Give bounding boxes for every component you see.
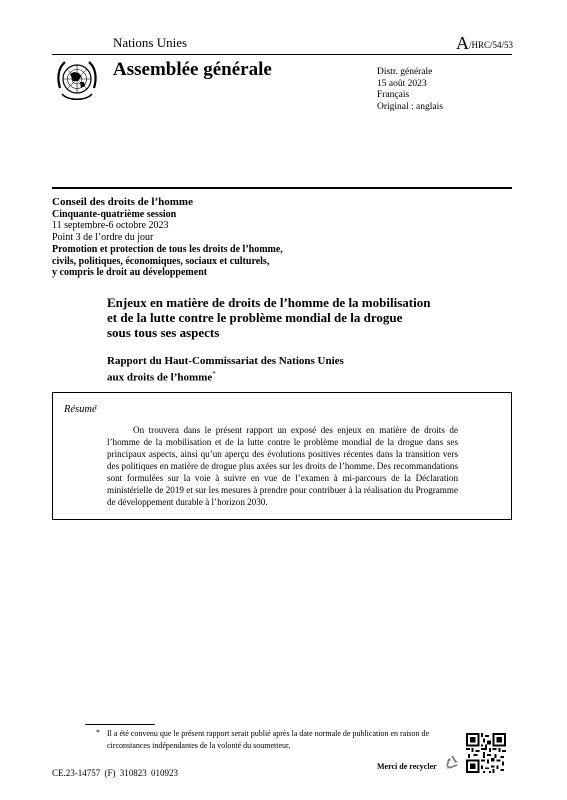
footnote-text: Il a été convenu que le présent rapport serait publié après la date normale de publication en raison de circonstances indépendantes de la volonté du soumetteur.	[107, 729, 430, 750]
council-name: Conseil des droits de l’homme	[52, 196, 193, 208]
recycle-icon	[443, 754, 461, 772]
document-number: CE.23-14757 (F) 310823 010923	[52, 768, 178, 778]
organization-name: Nations Unies	[113, 35, 188, 50]
summary-text: On trouvera dans le présent rapport un exposé des enjeux en matière de droits de l’homme de la mobilisation et de la lutte contre le problème mondial de la drogue dans ses principaux aspects, ainsi qu’un aperçu des évolutions positives récentes dans la transition vers des politiques en matière de drogue plus axées sur les droits de l’homme. Des recommandations sont formulées sur la voie à suivre en vue de l’examen à mi-parcours de la Déclaration ministérielle de 2019 et sur les mesures à prendre pour contribuer à la réalisation du Programme de développement durable à l’horizon 2030.	[107, 425, 458, 507]
un-emblem-icon	[54, 58, 100, 104]
recycle-label: Merci de recycler	[377, 762, 437, 771]
agenda-item: Point 3 de l’ordre du jour	[52, 232, 154, 244]
title-line: et de la lutte contre le problème mondial de la drogue	[107, 310, 403, 325]
session-dates: 11 septembre-6 octobre 2023	[52, 220, 169, 232]
meeting-info	[52, 197, 372, 279]
session-name: Cinquante-quatrième session	[52, 208, 177, 220]
distribution-language: Français	[377, 90, 410, 100]
header-rule	[52, 54, 512, 55]
distribution-date: 15 août 2023	[377, 78, 427, 89]
body-name: Assemblée générale	[113, 59, 272, 80]
agenda-title-line: Promotion et protection de tous les droits de l’homme,	[52, 243, 283, 255]
report-line: aux droits de l’homme	[107, 371, 213, 384]
report-author	[107, 355, 437, 385]
report-line: Rapport du Haut-Commissariat des Nations Unies	[107, 355, 344, 367]
title-line: sous tous ses aspects	[107, 325, 220, 340]
document-title	[107, 295, 467, 340]
agenda-title-line: civils, politiques, économiques, sociaux et culturels,	[52, 255, 270, 267]
document-symbol	[456, 33, 513, 54]
distribution-original: Original : anglais	[377, 101, 443, 112]
section-rule	[52, 187, 512, 189]
symbol-rest: /HRC/54/53	[468, 40, 513, 50]
footnote-separator	[85, 724, 155, 725]
distribution-block	[377, 67, 443, 113]
title-line: Enjeux en matière de droits de l’homme de la mobilisation	[107, 295, 431, 310]
footnote-reference[interactable]: *	[212, 370, 216, 378]
agenda-title-line: y compris le droit au développement	[52, 267, 208, 279]
qr-code-icon	[466, 733, 506, 773]
footnote-mark: *	[96, 728, 100, 737]
summary-heading: Résumé	[64, 404, 97, 415]
distribution-type: Distr. générale	[377, 67, 433, 77]
symbol-initial: A	[455, 33, 469, 53]
